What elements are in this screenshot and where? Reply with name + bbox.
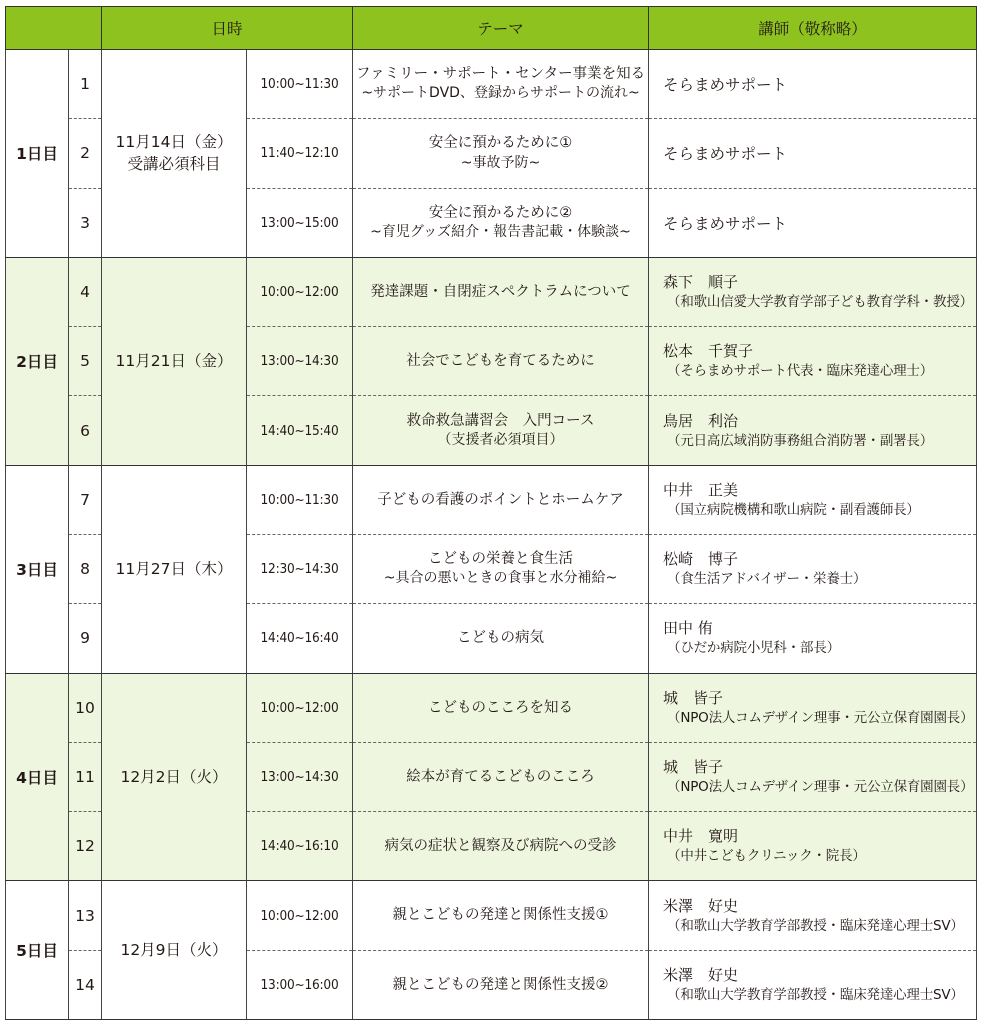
session-theme [353,119,649,188]
date-text: 11月27日（木） [115,559,233,578]
session-number: 3 [69,188,102,257]
session-theme [353,465,649,534]
lecturer-affiliation: （NPO法人コムデザイン理事・元公立保育園園長） [667,779,974,795]
lecturer-affiliation: （和歌山信愛大学教育学部子ども教育学科・教授） [667,294,973,311]
session-time: 13:00~14:30 [247,327,353,396]
session-theme [353,257,649,326]
lecturer-affiliation: （そらまめサポート代表・臨床発達心理士） [667,363,934,380]
session-row [6,881,977,950]
session-time: 10:00~11:30 [247,50,353,119]
session-lecturer [649,327,977,396]
session-number: 6 [69,396,102,465]
session-time: 11:40~12:10 [247,119,353,188]
theme-subtitle: ~具合の悪いときの食事と水分補給~ [383,570,618,587]
lecturer-name: 田中 侑 [663,619,713,638]
session-time: 14:40~15:40 [247,396,353,465]
lecturer-name: 森下 順子 [663,273,739,292]
session-time: 13:00~16:00 [247,950,353,1019]
session-lecturer [649,465,977,534]
date-text: 12月2日（火） [120,767,228,786]
session-lecturer [649,881,977,950]
theme-title: 絵本が育てるこどものこころ [406,768,595,785]
session-theme [353,604,649,673]
session-theme [353,188,649,257]
lecturer-affiliation: （国立病院機構和歌山病院・副看護師長） [667,501,920,518]
lecturer-name: 米澤 好史 [663,965,739,984]
session-number: 7 [69,465,102,534]
session-date [102,257,247,465]
session-number: 5 [69,327,102,396]
session-lecturer [649,812,977,881]
lecturer-affiliation: （食生活アドバイザー・栄養士） [667,571,867,588]
session-lecturer [649,604,977,673]
session-time: 10:00~12:00 [247,881,353,950]
session-theme [353,50,649,119]
day-label: 4日目 [6,673,69,881]
session-lecturer [649,50,977,119]
header-blank [6,7,102,50]
lecturer-affiliation: （和歌山大学教育学部教授・臨床発達心理士SV） [667,986,964,1003]
header-row [6,7,977,50]
theme-title: 病気の症状と観察及び病院への受診 [384,838,617,855]
header-datetime: 日時 [102,7,353,50]
day-label: 2日目 [6,257,69,465]
session-time: 10:00~11:30 [247,465,353,534]
day-label: 3日目 [6,465,69,673]
session-time: 14:40~16:40 [247,604,353,673]
theme-subtitle: ~育児グッズ紹介・報告書記載・体験談~ [370,224,631,241]
session-lecturer [649,188,977,257]
session-lecturer [649,119,977,188]
lecturer-name: 中井 正美 [663,480,739,499]
theme-title: 親とこどもの発達と関係性支援① [392,907,609,924]
session-time: 14:40~16:10 [247,812,353,881]
schedule-table [5,6,977,1020]
session-date [102,881,247,1020]
theme-title: 安全に預かるために① [428,135,573,152]
lecturer-name: そらまめサポート [663,214,788,233]
theme-title: こどもの病気 [457,630,545,647]
theme-title: 社会でこどもを育てるために [406,353,595,370]
session-number: 4 [69,257,102,326]
session-number: 9 [69,604,102,673]
session-time: 12:30~14:30 [247,534,353,603]
session-number: 14 [69,950,102,1019]
session-theme [353,673,649,742]
date-text: 11月21日（金） [115,352,233,371]
session-date [102,465,247,673]
lecturer-affiliation: （元日高広域消防事務組合消防署・副署長） [667,432,934,449]
session-theme [353,881,649,950]
session-number: 12 [69,812,102,881]
session-lecturer [649,396,977,465]
theme-subtitle: ~サポートDVD、登録からサポートの流れ~ [361,85,640,102]
session-lecturer [649,257,977,326]
lecturer-name: 米澤 好史 [663,896,739,915]
lecturer-name: そらまめサポート [663,76,788,95]
date-text: 12月9日（火） [120,940,228,959]
lecturer-name: 鳥居 利治 [663,411,739,430]
session-date [102,673,247,881]
lecturer-affiliation: （中井こどもクリニック・院長） [667,848,866,865]
session-theme [353,812,649,881]
session-lecturer [649,673,977,742]
session-theme [353,327,649,396]
session-theme [353,534,649,603]
lecturer-name: 城 皆子 [663,758,724,776]
theme-title: ファミリー・サポート・センター事業を知る [355,66,646,83]
theme-subtitle: （支援者必須項目） [437,431,564,448]
lecturer-name: 城 皆子 [663,688,724,707]
session-number: 13 [69,881,102,950]
session-number: 10 [69,673,102,742]
date-note: 受講必須科目 [127,155,221,174]
session-row [6,257,977,326]
session-time: 10:00~12:00 [247,673,353,742]
header-theme: テーマ [353,7,649,50]
theme-title: 安全に預かるために② [428,204,573,221]
session-theme [353,950,649,1019]
session-row [6,465,977,534]
lecturer-affiliation: （NPO法人コムデザイン理事・元公立保育園園長） [667,709,974,726]
session-theme [353,396,649,465]
lecturer-name: そらまめサポート [663,145,788,164]
session-number: 8 [69,534,102,603]
header-lecturer: 講師（敬称略） [649,7,977,50]
session-row [6,50,977,119]
day-label: 1日目 [6,50,69,258]
session-theme [353,742,649,811]
session-lecturer [649,950,977,1019]
session-time: 13:00~15:00 [247,188,353,257]
theme-title: 発達課題・自閉症スペクトラムについて [370,283,631,300]
lecturer-name: 松崎 博子 [663,550,739,569]
theme-title: こどもの栄養と食生活 [428,551,574,568]
lecturer-affiliation: （ひだか病院小児科・部長） [667,640,840,657]
session-number: 11 [69,742,102,811]
lecturer-name: 松本 千賀子 [663,342,754,361]
session-lecturer [649,534,977,603]
session-row [6,673,977,742]
theme-title: こどものこころを知る [428,699,574,716]
day-label: 5日目 [6,881,69,1020]
date-text: 11月14日（金） [115,132,233,151]
session-number: 2 [69,119,102,188]
session-date [102,50,247,258]
session-time: 10:00~12:00 [247,257,353,326]
lecturer-affiliation: （和歌山大学教育学部教授・臨床発達心理士SV） [667,917,964,934]
session-number: 1 [69,50,102,119]
theme-title: 子どもの看護のポイントとホームケア [377,491,624,508]
session-time: 13:00~14:30 [247,742,353,811]
session-lecturer [649,742,977,811]
theme-title: 救命救急講習会 入門コース [406,412,595,429]
schedule-body [6,50,977,1020]
theme-subtitle: ~事故予防~ [460,154,541,171]
lecturer-name: 中井 寛明 [663,827,739,846]
theme-title: 親とこどもの発達と関係性支援② [392,976,609,993]
